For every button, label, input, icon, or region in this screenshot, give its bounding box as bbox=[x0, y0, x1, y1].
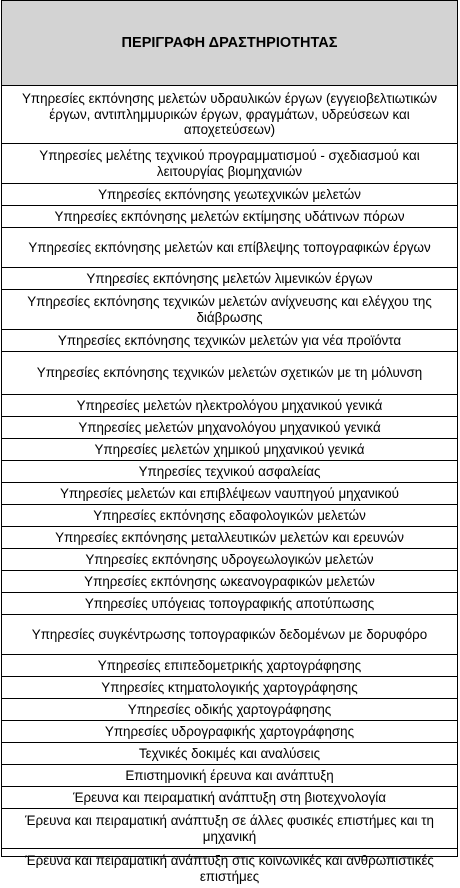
table-row bbox=[2, 268, 457, 290]
activity-description-cell: Έρευνα και πειραματική ανάπτυξη σε άλλες φυσικές επιστήμες και τη μηχανική bbox=[2, 809, 457, 849]
table-row bbox=[2, 290, 457, 330]
activity-description-cell: Τεχνικές δοκιμές και αναλύσεις bbox=[2, 743, 457, 765]
table-row bbox=[2, 417, 457, 439]
table-row bbox=[2, 461, 457, 483]
activity-description-cell: Υπηρεσίες εκπόνησης μελετών υδραυλικών έργων (εγγειοβελτιωτικών έργων, αντιπλημμυρικών έργων, φραγμάτων, υδρεύσεων και αποχετεύσεων) bbox=[2, 86, 457, 144]
table-row bbox=[2, 743, 457, 765]
table-row bbox=[2, 505, 457, 527]
activity-description-cell: Έρευνα και πειραματική ανάπτυξη στη βιοτεχνολογία bbox=[2, 787, 457, 809]
activity-description-cell: Υπηρεσίες εκπόνησης μελετών λιμενικών έργων bbox=[2, 268, 457, 290]
activity-description-cell: Υπηρεσίες εκπόνησης υδρογεωλογικών μελετών bbox=[2, 549, 457, 571]
column-header-activity-description: ΠΕΡΙΓΡΑΦΗ ΔΡΑΣΤΗΡΙΟΤΗΤΑΣ bbox=[2, 1, 457, 86]
table-header-row bbox=[2, 1, 457, 86]
activity-description-cell: Υπηρεσίες εκπόνησης ωκεανογραφικών μελετών bbox=[2, 571, 457, 593]
activity-description-cell: Υπηρεσίες οδικής χαρτογράφησης bbox=[2, 699, 457, 721]
table-row bbox=[2, 809, 457, 849]
activity-description-cell: Υπηρεσίες μελετών μηχανολόγου μηχανικού γενικά bbox=[2, 417, 457, 439]
activity-description-cell: Υπηρεσίες εκπόνησης τεχνικών μελετών ανίχνευσης και ελέγχου της διάβρωσης bbox=[2, 290, 457, 330]
table-row bbox=[2, 677, 457, 699]
activity-description-cell: Υπηρεσίες τεχνικού ασφαλείας bbox=[2, 461, 457, 483]
table-row bbox=[2, 571, 457, 593]
activity-description-cell: Υπηρεσίες εκπόνησης μεταλλευτικών μελετών και ερευνών bbox=[2, 527, 457, 549]
activity-description-cell: Υπηρεσίες μελετών χημικού μηχανικού γενικά bbox=[2, 439, 457, 461]
table-row bbox=[2, 184, 457, 206]
activity-description-cell: Υπηρεσίες μελέτης τεχνικού προγραμματισμού - σχεδιασμού και λειτουργίας βιομηχανιών bbox=[2, 144, 457, 184]
activity-description-cell: Υπηρεσίες εκπόνησης γεωτεχνικών μελετών bbox=[2, 184, 457, 206]
activity-table-sheet bbox=[1, 0, 458, 857]
activity-description-cell: Έρευνα και πειραματική ανάπτυξη στις κοινωνικές και ανθρωπιστικές επιστήμες bbox=[2, 849, 457, 888]
table-row bbox=[2, 699, 457, 721]
activity-description-cell: Υπηρεσίες εκπόνησης μελετών και επίβλεψης τοπογραφικών έργων bbox=[2, 228, 457, 268]
activity-description-cell: Υπηρεσίες μελετών ηλεκτρολόγου μηχανικού γενικά bbox=[2, 395, 457, 417]
table-row bbox=[2, 721, 457, 743]
table-row bbox=[2, 765, 457, 787]
table-row bbox=[2, 615, 457, 655]
table-body bbox=[2, 86, 457, 888]
activity-description-cell: Υπηρεσίες συγκέντρωσης τοπογραφικών δεδομένων με δορυφόρο bbox=[2, 615, 457, 655]
activity-description-cell: Επιστημονική έρευνα και ανάπτυξη bbox=[2, 765, 457, 787]
table-row bbox=[2, 228, 457, 268]
table-row bbox=[2, 86, 457, 144]
activity-description-cell: Υπηρεσίες εκπόνησης μελετών εκτίμησης υδάτινων πόρων bbox=[2, 206, 457, 228]
activity-description-cell: Υπηρεσίες μελετών και επιβλέψεων ναυπηγού μηχανικού bbox=[2, 483, 457, 505]
table-row bbox=[2, 527, 457, 549]
table-row bbox=[2, 549, 457, 571]
table-row bbox=[2, 849, 457, 888]
activity-description-cell: Υπηρεσίες επιπεδομετρικής χαρτογράφησης bbox=[2, 655, 457, 677]
activity-description-cell: Υπηρεσίες εκπόνησης τεχνικών μελετών σχετικών με τη μόλυνση bbox=[2, 352, 457, 395]
activity-description-cell: Υπηρεσίες υδρογραφικής χαρτογράφησης bbox=[2, 721, 457, 743]
activity-description-cell: Υπηρεσίες εκπόνησης εδαφολογικών μελετών bbox=[2, 505, 457, 527]
table-row bbox=[2, 593, 457, 615]
table-row bbox=[2, 144, 457, 184]
activity-description-cell: Υπηρεσίες εκπόνησης τεχνικών μελετών για νέα προϊόντα bbox=[2, 330, 457, 352]
activity-description-cell: Υπηρεσίες κτηματολογικής χαρτογράφησης bbox=[2, 677, 457, 699]
table-row bbox=[2, 352, 457, 395]
table-row bbox=[2, 206, 457, 228]
table-row bbox=[2, 655, 457, 677]
table-row bbox=[2, 395, 457, 417]
activity-description-cell: Υπηρεσίες υπόγειας τοπογραφικής αποτύπωσης bbox=[2, 593, 457, 615]
table-row bbox=[2, 787, 457, 809]
table-row bbox=[2, 439, 457, 461]
table-row bbox=[2, 483, 457, 505]
table-row bbox=[2, 330, 457, 352]
activity-description-table bbox=[2, 1, 457, 888]
